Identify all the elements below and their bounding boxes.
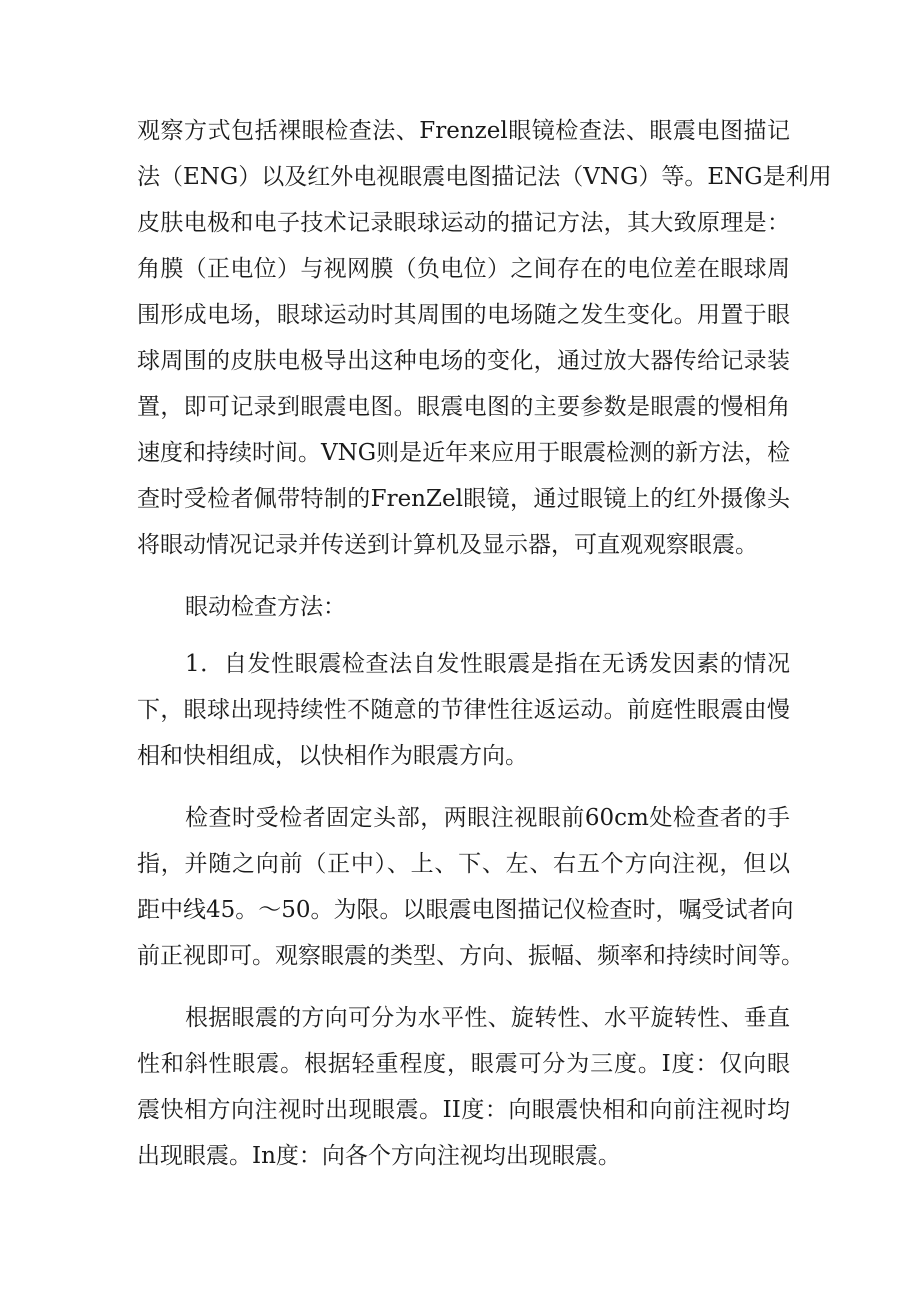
text-line: 查时受检者佩带特制的FrenZel眼镜，通过眼镜上的红外摄像头 [137, 486, 790, 512]
text-line: 球周围的皮肤电极导出这种电场的变化，通过放大器传给记录装 [137, 348, 790, 374]
text-line: 性和斜性眼震。根据轻重程度，眼震可分为三度。I度：仅向眼 [137, 1051, 790, 1077]
text-line: 置，即可记录到眼震电图。眼震电图的主要参数是眼震的慢相角 [137, 394, 790, 420]
text-line: 前正视即可。观察眼震的类型、方向、振幅、频率和持续时间等。 [137, 943, 804, 969]
text-line: 角膜（正电位）与视网膜（负电位）之间存在的电位差在眼球周 [137, 256, 790, 282]
text-line: 下，眼球出现持续性不随意的节律性往返运动。前庭性眼震由慢 [137, 697, 790, 723]
text-line: 围形成电场，眼球运动时其周围的电场随之发生变化。用置于眼 [137, 302, 790, 328]
section-heading: 眼动检查方法： [185, 594, 346, 620]
text-line: 指，并随之向前（正中）、上、下、左、右五个方向注视，但以 [137, 851, 790, 877]
text-line: 皮肤电极和电子技术记录眼球运动的描记方法，其大致原理是： [137, 210, 790, 236]
text-line: 法（ENG）以及红外电视眼震电图描记法（VNG）等。ENG是利用 [137, 164, 832, 190]
text-line: 将眼动情况记录并传送到计算机及显示器，可直观观察眼震。 [137, 532, 758, 558]
text-line: 速度和持续时间。VNG则是近年来应用于眼震检测的新方法，检 [137, 440, 791, 466]
text-line: 出现眼震。In度：向各个方向注视均出现眼震。 [137, 1143, 621, 1169]
text-line: 相和快相组成，以快相作为眼震方向。 [137, 743, 528, 769]
text-line: 检查时受检者固定头部，两眼注视眼前60cm处检查者的手 [185, 805, 790, 831]
text-line: 距中线45。～50。为限。以眼震电图描记仪检查时，嘱受试者向 [137, 897, 794, 923]
text-line: 震快相方向注视时出现眼震。II度：向眼震快相和向前注视时均 [137, 1097, 790, 1123]
text-line: 根据眼震的方向可分为水平性、旋转性、水平旋转性、垂直 [185, 1005, 790, 1031]
text-line: 1．自发性眼震检查法自发性眼震是指在无诱发因素的情况 [185, 651, 790, 677]
text-line: 观察方式包括裸眼检查法、Frenzel眼镜检查法、眼震电图描记 [137, 118, 790, 144]
